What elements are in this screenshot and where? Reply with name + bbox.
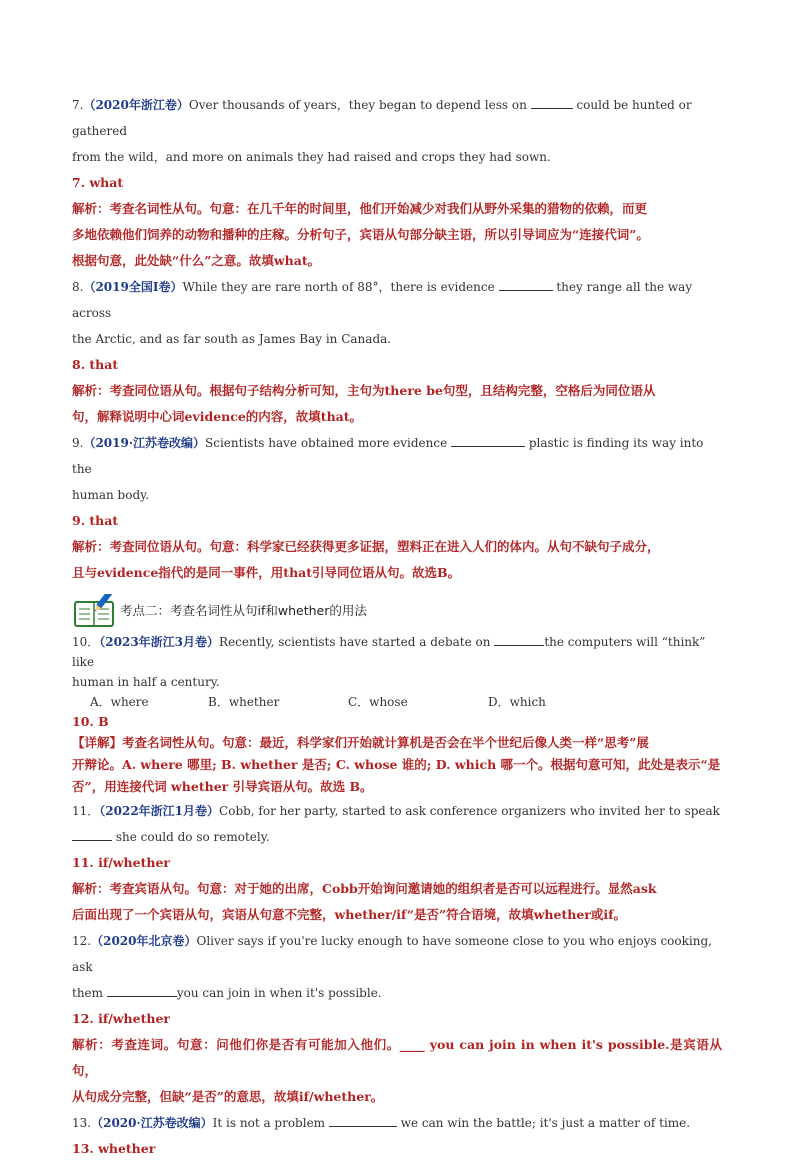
explanation-line: 句，解释说明中心词evidence的内容，故填that。	[72, 409, 363, 424]
question-source: （2022年浙江1月卷）	[99, 804, 220, 818]
question-text: Cobb, for her party, started to ask conference organizers who invited her to speak	[219, 804, 720, 818]
answer-blank	[72, 828, 112, 841]
question-text: human body.	[72, 488, 150, 502]
option-b: B．whether	[208, 695, 280, 709]
question-text: Scientists have obtained more evidence	[205, 436, 452, 450]
explanation-line: 且与evidence指代的是同一事件，用that引导同位语从句。故选B。	[72, 565, 461, 580]
key-point-heading	[72, 590, 722, 630]
explanation-line: 从句成分完整，但缺“是否”的意思，故填if/whether。	[72, 1089, 384, 1104]
answer-blank	[107, 984, 177, 997]
option-a: A．where	[90, 695, 149, 709]
question-8	[72, 274, 722, 352]
answer-options	[72, 692, 722, 712]
answer-blank	[329, 1114, 397, 1127]
explanation-line: 解析：考查宾语从句。句意：对于她的出席，Cobb开始询问邀请她的组织者是否可以远程进行。显然ask	[72, 881, 657, 896]
question-source: （2020年浙江卷）	[83, 98, 189, 112]
explanation-9	[72, 534, 722, 586]
question-text: plastic is finding its way into the	[72, 436, 704, 476]
question-number: 13.	[72, 1116, 92, 1130]
question-text: they range all the way across	[72, 280, 693, 320]
question-text: could be hunted or gathered	[72, 98, 692, 138]
question-text: human in half a century.	[72, 675, 220, 689]
question-text: Over thousands of years，they began to depend less on	[188, 98, 531, 112]
question-9	[72, 430, 722, 508]
worksheet-page	[72, 92, 722, 1162]
question-text: we can win the battle; it's just a matter of time.	[396, 1116, 691, 1130]
explanation-line: 否”，用连接代词 whether 引导宾语从句。故选 B。	[72, 779, 373, 794]
question-7	[72, 92, 722, 170]
explanation-11	[72, 876, 722, 928]
explanation-line: 解析：考查连词。句意：问他们你是否有可能加入他们。____ you can join in when it's possible.是宾语从句，	[72, 1037, 722, 1078]
option-d: D．which	[488, 695, 546, 709]
answer-blank	[494, 633, 544, 646]
explanation-line: 多地依赖他们饲养的动物和播种的庄稼。分析句子，宾语从句部分缺主语，所以引导词应为“连接代词”。	[72, 227, 649, 242]
question-source: （2023年浙江3月卷）	[99, 635, 220, 649]
question-text: she could do so remotely.	[112, 830, 270, 844]
question-number: 11．	[72, 804, 100, 818]
answer-7: 7. what	[72, 175, 124, 190]
question-13	[72, 1110, 722, 1136]
question-source: （2019·江苏卷改编）	[83, 436, 206, 450]
book-pencil-icon	[72, 594, 118, 626]
question-text: the computers will “think” like	[72, 635, 706, 669]
answer-11: 11. if/whether	[72, 855, 170, 870]
question-number: 12.	[72, 934, 92, 948]
answer-13: 13. whether	[72, 1141, 156, 1156]
answer-blank	[499, 278, 553, 291]
question-text: Recently, scientists have started a debate on	[219, 635, 495, 649]
option-c: C．whose	[348, 695, 408, 709]
answer-8: 8. that	[72, 357, 119, 372]
answer-9: 9. that	[72, 513, 119, 528]
answer-blank	[531, 96, 573, 109]
answer-10: 10. B	[72, 714, 109, 729]
explanation-line: 解析：考查同位语从句。句意：科学家已经获得更多证据，塑料正在进入人们的体内。从句不缺句子成分，	[72, 539, 660, 554]
question-text: Oliver says if you're lucky enough to have someone close to you who enjoys cooking, ask	[72, 934, 712, 974]
question-source: （2020·江苏卷改编）	[91, 1116, 213, 1130]
explanation-8	[72, 378, 722, 430]
explanation-line: 开辩论。A. where 哪里; B. whether 是否; C. whose 谁的; D. which 哪一个。根据句意可知，此处是表示“是	[72, 757, 721, 772]
question-text: It is not a problem	[212, 1116, 329, 1130]
question-10	[72, 632, 722, 692]
answer-blank	[451, 434, 525, 447]
question-number: 8.	[72, 280, 84, 294]
explanation-line: 后面出现了一个宾语从句，宾语从句意不完整，whether/if“是否”符合语境，故填whether或if。	[72, 907, 626, 922]
explanation-10	[72, 732, 722, 798]
question-text: While they are rare north of 88°，there is evidence	[182, 280, 499, 294]
question-text: you can join in when it's possible.	[176, 986, 382, 1000]
question-source: （2020年北京卷）	[91, 934, 197, 948]
question-number: 7.	[72, 98, 84, 112]
explanation-line: 【详解】考查名词性从句。句意：最近，科学家们开始就计算机是否会在半个世纪后像人类一样“思考”展	[72, 735, 649, 750]
answer-12: 12. if/whether	[72, 1011, 170, 1026]
question-source: （2019全国Ⅰ卷）	[83, 280, 183, 294]
question-text: them	[72, 986, 107, 1000]
explanation-line: 根据句意，此处缺“什么”之意。故填what。	[72, 253, 321, 268]
key-point-title: 考点二：考查名词性从句if和whether的用法	[120, 603, 367, 618]
explanation-12	[72, 1032, 722, 1110]
explanation-line: 解析：考查同位语从句。根据句子结构分析可知，主句为there be句型，且结构完整，空格后为同位语从	[72, 383, 656, 398]
question-11	[72, 798, 722, 850]
explanation-line: 解析：考查名词性从句。句意：在几千年的时间里，他们开始减少对我们从野外采集的猎物的依赖，而更	[72, 201, 648, 216]
question-text: from the wild，and more on animals they had raised and crops they had sown.	[72, 150, 551, 164]
question-text: the Arctic, and as far south as James Bay in Canada.	[72, 332, 392, 346]
question-number: 10．	[72, 635, 100, 649]
question-number: 9.	[72, 436, 84, 450]
question-12	[72, 928, 722, 1006]
explanation-7	[72, 196, 722, 274]
